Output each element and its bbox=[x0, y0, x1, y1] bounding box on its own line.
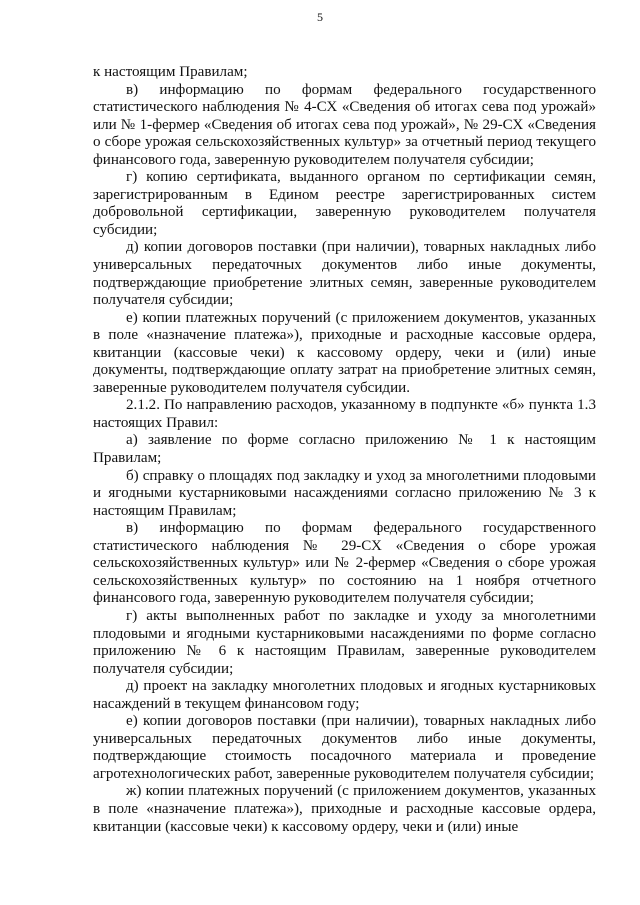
paragraph: в) информацию по формам федерального государственного статистического наблюдения № 4-СХ «Сведения об итогах сева под урожай» или № 1-фермер «Сведения об итогах сева под урожай», № 29-СХ «Сведения о сборе урожая сельскохозяйственных культур» за отчетный период текущего финансового года, заверенную руководителем получателя субсидии; bbox=[93, 81, 596, 168]
page-number: 5 bbox=[317, 10, 323, 24]
paragraph: д) проект на закладку многолетних плодовых и ягодных кустарниковых насаждений в текущем финансовом году; bbox=[93, 678, 596, 712]
paragraph: е) копии платежных поручений (с приложением документов, указанных в поле «назначение платежа»), приходные и расходные кассовые ордера, квитанции (кассовые чеки) к кассовому ордеру, чеки и (или) иные документы, подтверждающие оплату затрат на приобретение элитных семян, заверенные руководителем получателя субсидии. bbox=[93, 309, 596, 396]
paragraph: д) копии договоров поставки (при наличии), товарных накладных либо универсальных передаточных документов либо иные документы, подтверждающие приобретение элитных семян, заверенные руководителем получателя субсидии; bbox=[93, 239, 596, 309]
paragraph: а) заявление по форме согласно приложению № 1 к настоящим Правилам; bbox=[93, 432, 596, 467]
paragraph: б) справку о площадях под закладку и уход за многолетними плодовыми и ягодными кустарниковыми насаждениями согласно приложению № 3 к настоящим Правилам; bbox=[93, 467, 596, 519]
paragraph: е) копии договоров поставки (при наличии), товарных накладных либо универсальных передаточных документов либо иные документы, подтверждающие стоимость посадочного материала и проведение агротехнологических работ, заверенные руководителем получателя субсидии; bbox=[93, 713, 596, 782]
paragraph: г) копию сертификата, выданного органом по сертификации семян, зарегистрированным в Едином реестре зарегистрированных систем добровольной сертификации, заверенную руководителем получателя субсидии; bbox=[93, 169, 596, 238]
paragraph: 2.1.2. По направлению расходов, указанному в подпункте «б» пункта 1.3 настоящих Правил: bbox=[93, 397, 596, 431]
paragraph: ж) копии платежных поручений (с приложением документов, указанных в поле «назначение платежа»), приходные и расходные кассовые ордера, квитанции (кассовые чеки) к кассовому ордеру, чеки и (или) иные bbox=[93, 783, 596, 835]
paragraph: г) акты выполненных работ по закладке и уходу за многолетними плодовыми и ягодными кустарниковыми насаждениями по форме согласно приложению № 6 к настоящим Правилам, заверенные руководителем получателя субсидии; bbox=[93, 607, 596, 677]
document-body bbox=[93, 64, 596, 836]
paragraph: к настоящим Правилам; bbox=[93, 64, 248, 80]
paragraph: в) информацию по формам федерального государственного статистического наблюдения № 29-СХ «Сведения о сборе урожая сельскохозяйственных культур» или № 2-фермер «Сведения о сборе урожая сельскохозяйственных культур» по состоянию на 1 ноября отчетного финансового года, заверенную руководителем получателя субсидии; bbox=[93, 520, 596, 607]
